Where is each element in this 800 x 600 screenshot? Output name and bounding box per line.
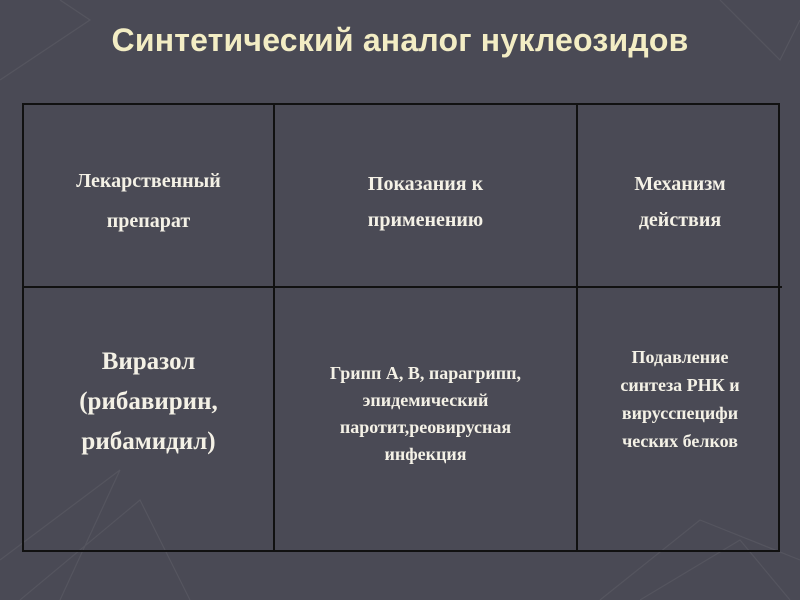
header-cell-drug: [24, 105, 275, 288]
header-text: Механизм: [634, 173, 726, 195]
header-text: Лекарственный: [76, 170, 221, 192]
cell-text: Грипп А, В, парагрипп,: [329, 363, 522, 383]
header-cell-indications: [275, 105, 578, 288]
header-cell-mechanism: [578, 105, 782, 288]
cell-text: эпидемический: [362, 390, 489, 410]
cell-text: вирусспецифи: [621, 403, 739, 423]
cell-text: синтеза РНК и: [620, 375, 740, 395]
cell-text: инфекция: [384, 444, 467, 464]
cell-text: Подавление: [631, 347, 729, 367]
cell-indications: [275, 288, 578, 552]
cell-text: ческих белков: [622, 431, 738, 451]
cell-text: Виразол: [101, 348, 196, 375]
header-text: применению: [367, 209, 484, 231]
cell-text: паротит,реовирусная: [339, 417, 512, 437]
cell-drug-name: [24, 288, 275, 552]
header-text: действия: [638, 209, 722, 231]
header-text: препарат: [106, 210, 191, 232]
slide-title: Синтетический аналог нуклеозидов: [111, 22, 689, 58]
cell-mechanism: [578, 288, 782, 552]
cell-text: (рибавирин,: [79, 388, 218, 415]
drug-table: [22, 103, 780, 552]
cell-text: рибамидил): [81, 428, 216, 455]
header-text: Показания к: [367, 173, 484, 195]
